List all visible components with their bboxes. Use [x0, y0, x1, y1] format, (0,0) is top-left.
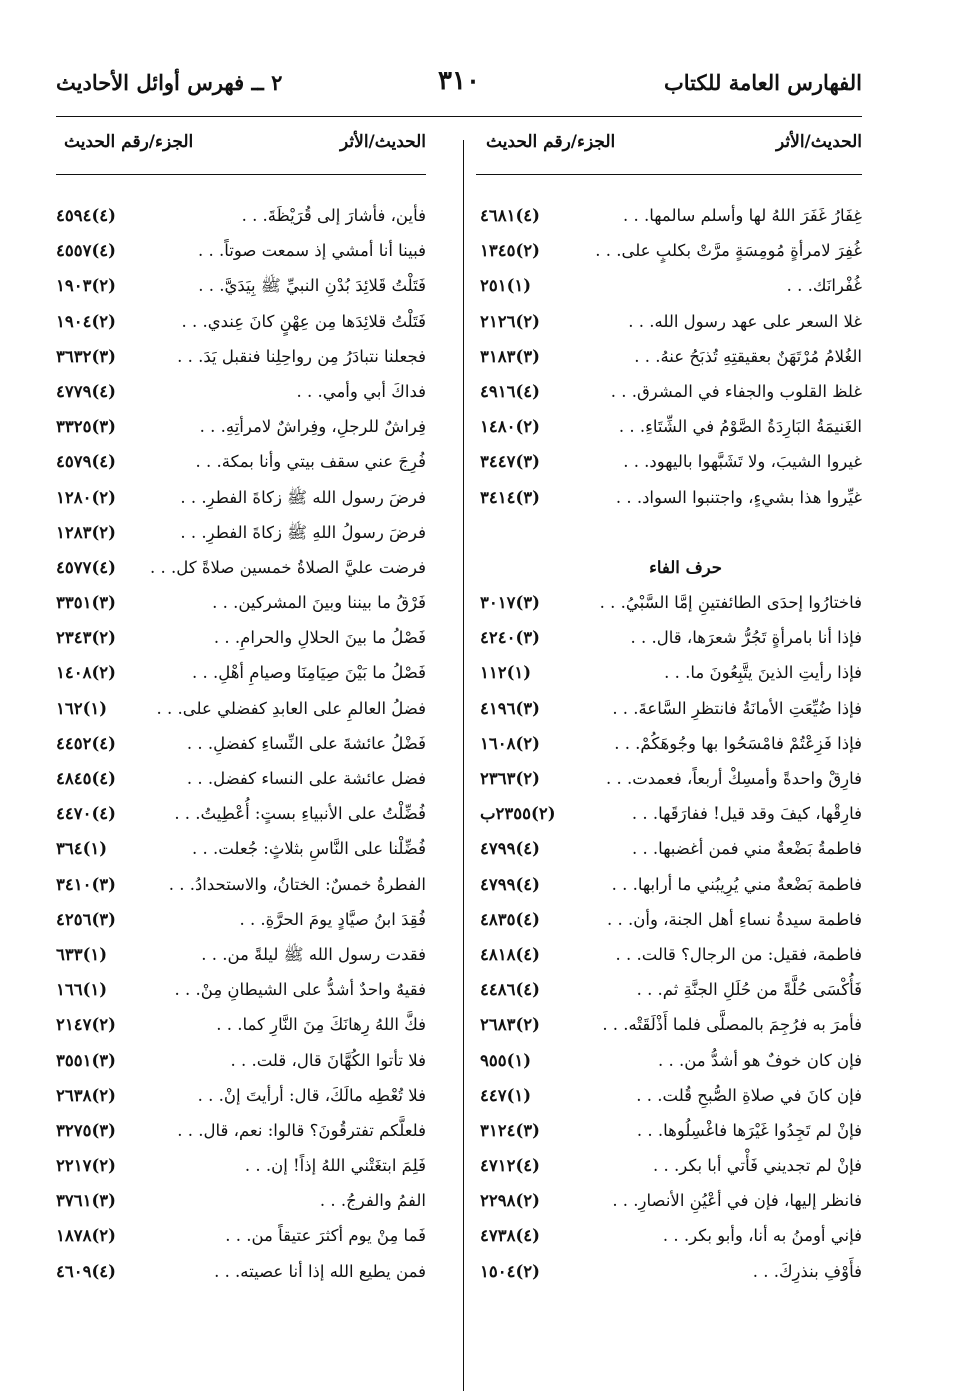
hadith-reference: (٣)٣٣٥١ — [56, 593, 116, 613]
index-entry — [56, 376, 426, 411]
hadith-text: فَرْقُ ما بيننا وبينَ المشركين. . . — [212, 593, 426, 613]
hadith-text: فجعلنا نتبادَرُ مِن رواحِلِنا فنقبل يَدَ. . . — [177, 346, 426, 366]
hadith-text: غلا السعر على عهد رسول الله. . . — [628, 311, 862, 331]
right-column — [480, 200, 862, 1291]
hadith-text: فضل عائشة على النساء كفضل. . . — [186, 769, 426, 788]
index-entry — [480, 657, 862, 692]
hadith-text: فإذا رأيتِ الذينَ يتَّبِعُونَ ما. . . — [664, 663, 862, 683]
index-entry — [480, 517, 862, 552]
hadith-text: فإذا أنا بامرأةٍ تَجُرُّ شعرَها، قال. . . — [630, 628, 862, 648]
index-entry — [56, 306, 426, 341]
hadith-reference: (٤)٤٨١٨ — [480, 944, 540, 964]
index-entry — [56, 552, 426, 587]
column-divider — [463, 140, 464, 1391]
hadith-text: الغَنيمَةُ البَارِدَةُ الصَّوْمُ في الشِّتَاءِ. . . — [618, 417, 862, 437]
index-entry — [56, 1115, 426, 1150]
index-entry — [480, 1009, 862, 1044]
hadith-reference: (٤)٤٨٤٥ — [56, 769, 116, 788]
index-entry — [56, 517, 426, 552]
index-entry — [480, 1150, 862, 1185]
hadith-text: فأين، فأشارَ إلى قُرَيْظَةَ. . . — [241, 206, 426, 225]
hadith-reference: (٢)٢١٢٦ — [480, 311, 540, 331]
index-entry — [480, 939, 862, 974]
index-entry — [56, 833, 426, 868]
index-entry — [56, 1009, 426, 1044]
section-heading-text: حرف الفاء — [649, 557, 722, 577]
hadith-reference: (٣)٣٣٢٥ — [56, 417, 116, 437]
hadith-reference: (٣)٤١٩٦ — [480, 698, 540, 718]
hadith-reference: (٢)١٥٠٤ — [480, 1261, 540, 1281]
hadith-text: الفمُ والفرجُ. . . — [319, 1191, 426, 1211]
index-entry — [56, 763, 426, 798]
index-entry — [56, 1256, 426, 1291]
hadith-reference: (٤)٤٧٧٩ — [56, 381, 116, 401]
hadith-text: فداكَ أبي وأمي. . . — [296, 381, 426, 401]
index-entry — [56, 657, 426, 692]
left-column — [56, 200, 426, 1291]
hadith-reference: (٤)٤٧١٢ — [480, 1156, 540, 1176]
hadith-text: فكَّ اللهُ رِهانَكَ مِنَ النَّارِ كما. . . — [216, 1015, 426, 1035]
hadith-reference: (٢)١٢٨٣ — [56, 522, 116, 542]
hadith-text: فقيهٌ واحدٌ أشدُّ على الشيطانِ مِنْ. . . — [174, 980, 426, 1000]
hadith-text: فارِقْها، كيفَ وقد قيل! ففارَقَها. . . — [631, 804, 862, 824]
hadith-text: غُفِرَ لامرأةٍ مُومِسَةٍ مرَّتْ بكلبٍ على. . . — [595, 241, 862, 261]
hadith-reference: (٢)٢٦٨٣ — [480, 1015, 540, 1035]
index-entry — [480, 482, 862, 517]
hadith-text: فرضَ رسولُ اللهِ ﷺ زكاةَ الفطرِ. . . — [180, 522, 426, 542]
hadith-text: غيِّروا هذا بشيءٍ، واجتنبوا السواد. . . — [615, 487, 862, 507]
hadith-reference: (١)١٦٢ — [56, 698, 108, 718]
hadith-reference: (٤)٤٥٧٩ — [56, 452, 116, 472]
hadith-text: فَصْلُ ما بينَ الحلالِ والحرامِ. . . — [213, 628, 426, 648]
hadith-reference: (٤)٤٥٥٧ — [56, 241, 116, 261]
hadith-text: فلعلَّكم تفترقُونَ؟ قالوا: نعم، قال. . . — [177, 1120, 426, 1140]
index-entry — [480, 446, 862, 481]
hadith-reference: (١)٤٤٧ — [480, 1085, 532, 1105]
hadith-reference: (٢)٢٣٤٣ — [56, 628, 116, 648]
hadith-text: فُضِّلْنا على النَّاسِ بثلاثٍ: جُعلت. . . — [191, 839, 426, 859]
section-heading — [480, 552, 862, 587]
hadith-text: فَتَلْتُ قلائِدَها مِن عِهْنٍ كانَ عِندي. . . — [181, 311, 426, 331]
hadith-reference: (٣)٣٤١٠ — [56, 874, 116, 894]
hadith-reference: (١)٩٥٥ — [480, 1050, 532, 1070]
left-subheader-rule — [56, 174, 426, 175]
col-header-hadith-right: الحديث/الأثر — [776, 132, 862, 152]
hadith-reference: (٢)٢٢١٧ — [56, 1156, 116, 1176]
hadith-text: فإنْ لم تجديني فَأْتي أبا بكر. . . — [653, 1156, 862, 1176]
index-entry — [56, 482, 426, 517]
index-entry — [56, 1080, 426, 1115]
hadith-reference: (٤)٤٤٧٠ — [56, 804, 116, 824]
hadith-reference: (٤)٤٩١٦ — [480, 381, 540, 401]
index-entry — [56, 622, 426, 657]
hadith-reference: (٢)١٩٠٤ — [56, 311, 116, 331]
hadith-reference: (٣)٣٦٣٢ — [56, 346, 116, 366]
index-entry — [480, 587, 862, 622]
hadith-reference: (٢)١٩٠٣ — [56, 276, 116, 296]
hadith-text: فضلُ العالمِ على العابدِ كفضلي على. . . — [156, 698, 426, 718]
hadith-reference: (٤)٤٥٩٤ — [56, 206, 116, 225]
hadith-text: فإن كان خوفٌ هو أشدُّ من. . . — [657, 1050, 862, 1070]
index-entry — [56, 939, 426, 974]
hadith-text: فإن كانَ في صلاةِ الصُّبحِ قُلت. . . — [636, 1085, 862, 1105]
col-header-ref-left: الجزء/رقم الحديث — [64, 132, 194, 152]
hadith-reference: (٤)٤٦٨١ — [480, 206, 540, 225]
hadith-text: فَلِمَ ابتغَتْني اللهُ إذاً! إن. . . — [244, 1156, 426, 1176]
hadith-reference: (٤)٤٤٥٢ — [56, 733, 116, 753]
index-entry — [56, 728, 426, 763]
right-subheader-rule — [476, 174, 862, 175]
hadith-text: الفطرةُ خمسٌ: الختانُ، والاستحدادُ. . . — [168, 874, 426, 894]
index-entry — [56, 869, 426, 904]
hadith-text: فاطمة بَضْعةٌ مني يُرِيبُني ما أرابها. . . — [611, 874, 862, 894]
index-entry — [480, 798, 862, 833]
hadith-text: فرضت عليَّ الصلاةُ خمسين صلاةً كل. . . — [150, 557, 426, 577]
hadith-reference: (٣)٤٢٤٠ — [480, 628, 540, 648]
col-header-ref-right: الجزء/رقم الحديث — [486, 132, 616, 152]
hadith-reference: (٢)٢٢٩٨ — [480, 1191, 540, 1211]
hadith-text: فارِقْ واحدةً وأمسِكْ أربعاً، فعمدت. . . — [606, 769, 862, 788]
hadith-reference: (٢)١٨٧٨ — [56, 1226, 116, 1246]
hadith-text: فأَوْفِ بنذرِكَ. . . — [752, 1261, 862, 1281]
index-entry — [480, 1185, 862, 1220]
hadith-reference: (٣)٣٥٥١ — [56, 1050, 116, 1070]
hadith-reference: (٢)٢٦٣٨ — [56, 1085, 116, 1105]
hadith-reference: (٣)٣١٨٣ — [480, 346, 540, 366]
index-entry — [480, 693, 862, 728]
hadith-text: فُقِدَ ابنُ صيَّادٍ يومَ الحرَّةِ. . . — [239, 909, 426, 929]
hadith-reference: (٤)٤٥٧٧ — [56, 557, 116, 577]
hadith-text: فاطمة، فقيل: من الرجال؟ قالت. . . — [615, 944, 862, 964]
hadith-text: فَما مِنْ يوم أكثرَ عتيقاً من. . . — [225, 1226, 426, 1246]
col-header-hadith-left: الحديث/الأثر — [340, 132, 426, 152]
index-entry — [480, 869, 862, 904]
hadith-text: فَضْلُ عائشةَ على النِّساءِ كفضلِ. . . — [186, 733, 426, 753]
index-entry — [480, 376, 862, 411]
index-entry — [480, 341, 862, 376]
index-entry — [480, 1080, 862, 1115]
index-entry — [480, 904, 862, 939]
hadith-text: فَصْلُ ما بَيْنَ صِيَامِنَا وصيامِ أهْلِ. . . — [192, 663, 426, 683]
hadith-text: فاطمةُ بَضْعةٌ مني فمن أغضبها. . . — [631, 839, 862, 859]
index-entry — [56, 798, 426, 833]
hadith-text: فإنْ لم تَجِدُوا غَيْرَها فاغْسِلُوها. . . — [636, 1120, 862, 1140]
hadith-text: فرضَ رسول الله ﷺ زكاةَ الفطرِ. . . — [180, 487, 426, 507]
running-title-right: الفهارس العامة للكتاب — [663, 70, 862, 95]
index-entry — [56, 446, 426, 481]
index-entry — [56, 200, 426, 235]
running-title-left: ٢ ــ فهرس أوائل الأحاديث — [56, 70, 283, 95]
hadith-reference: (١)٢٥١ — [480, 276, 532, 296]
hadith-text: فلا تُعْطِه مالَكَ، قال: أرأيتَ إنْ. . . — [197, 1085, 426, 1105]
hadith-reference: (١)٦٣٣ — [56, 944, 108, 964]
index-entry — [480, 763, 862, 798]
hadith-reference: (٢)١٤٨٠ — [480, 417, 540, 437]
index-entry — [56, 693, 426, 728]
hadith-text: غِفَارُ غَفَرَ اللهُ لها وأسلم سالمها. . . — [623, 206, 862, 225]
index-entry — [480, 411, 862, 446]
hadith-text: فاطمة سيدةُ نساءِ أهل الجنة، وأن. . . — [607, 909, 862, 929]
index-entry — [480, 1256, 862, 1291]
hadith-text: فمن يطيع الله إذا أنا عصيته. . . — [214, 1261, 426, 1281]
hadith-reference: (٢)١٣٤٥ — [480, 241, 540, 261]
index-entry — [56, 1185, 426, 1220]
index-entry — [480, 1115, 862, 1150]
hadith-reference: (٢)١٤٠٨ — [56, 663, 116, 683]
hadith-text: فإني أومنُ به أنا، وأبو بكر. . . — [662, 1226, 862, 1246]
hadith-reference: (٣)٣١٢٤ — [480, 1120, 540, 1140]
hadith-text: غُفْرانَك. . . — [786, 276, 862, 296]
hadith-reference: (٤)٤٦٠٩ — [56, 1261, 116, 1281]
index-entry — [480, 833, 862, 868]
hadith-text: فبينا أنا أمشي إذ سمعت صوتاً. . . — [197, 241, 426, 261]
index-entry — [480, 235, 862, 270]
hadith-text: الغُلامُ مُرْتَهَنٌ بعقيقتِهِ تُذبَحُ عنهُ. . . — [634, 346, 862, 366]
hadith-text: فإذا ضُيِّعَتِ الأمانَةُ فانتظرِ السَّاعةَ. . . — [612, 698, 862, 718]
index-entry — [56, 411, 426, 446]
index-entry — [56, 1045, 426, 1080]
index-entry — [480, 306, 862, 341]
page-number: ٣١٠ — [438, 66, 480, 96]
hadith-reference: (٣)٣٧٦١ — [56, 1191, 116, 1211]
hadith-text: غلظ القلوب والجفاء في المشرق. . . — [610, 381, 862, 401]
hadith-text: فَتَلْتُ قَلائِدَ بُدْنِ النبيِّ ﷺ بِيَدَيَّ. . . — [198, 276, 426, 296]
hadith-text: فَأُكْسَى حُلَّةً من حُلَلِ الجنَّةِ ثم. . . — [636, 980, 862, 1000]
hadith-reference: (٢)٢١٤٧ — [56, 1015, 116, 1035]
hadith-reference: (٢)١٢٨٠ — [56, 487, 116, 507]
index-entry — [56, 1150, 426, 1185]
hadith-reference: (٣)٣٠١٧ — [480, 593, 540, 613]
hadith-text: فُضِّلْتُ على الأنبياءِ بستٍ: أُعْطِيتُ. . . — [174, 804, 426, 824]
index-entry — [480, 622, 862, 657]
index-entry — [480, 974, 862, 1009]
index-entry — [56, 1220, 426, 1255]
index-entry — [480, 200, 862, 235]
hadith-reference: (١)١٦٦ — [56, 980, 108, 1000]
hadith-reference: (٣)٣٤١٤ — [480, 487, 540, 507]
hadith-text: فإذا فَزِعْتُمْ فامْسَحُوا بها وجُوهَكُمْ. . . — [614, 733, 862, 753]
hadith-reference: (٣)٣٤٤٧ — [480, 452, 540, 472]
hadith-text: غيروا الشيبَ، ولا تَشَبَّهوا باليهود. . . — [623, 452, 862, 472]
hadith-text: فلا تأتوا الكُهَّانَ قال، قلت. . . — [230, 1050, 426, 1070]
index-entry — [480, 1220, 862, 1255]
hadith-text: فِراشٌ للرجلِ، وفِراشٌ لامرأتِهِ. . . — [199, 417, 426, 437]
hadith-text: فاختارُوا إحدَى الطائفتينِ إمَّا السَّبْيُ. . . — [599, 593, 862, 613]
hadith-reference: (٤)٤٧٣٨ — [480, 1226, 540, 1246]
index-entry — [56, 904, 426, 939]
index-entry — [480, 270, 862, 305]
index-entry — [480, 728, 862, 763]
index-entry — [56, 974, 426, 1009]
hadith-reference: (١)١١٢ — [480, 663, 532, 683]
index-entry — [480, 1045, 862, 1080]
hadith-reference: (١)٣٦٤ — [56, 839, 108, 859]
hadith-text: فأمرَ به فرُجِمَ بالمصلَّى فلما أَذْلَقَتْه. . . — [602, 1015, 862, 1035]
index-entry — [56, 235, 426, 270]
index-entry — [56, 270, 426, 305]
index-entry — [56, 341, 426, 376]
hadith-reference: (٣)٤٢٥٦ — [56, 909, 116, 929]
hadith-reference: (٤)٤٨٣٥ — [480, 909, 540, 929]
hadith-reference: (٤)٤٧٩٩ — [480, 874, 540, 894]
hadith-text: فقدت رسول الله ﷺ ليلةً من. . . — [201, 944, 426, 964]
hadith-reference: (٢)٢٣٥٥ب — [480, 804, 556, 824]
hadith-text: فانظر إليها، فإن في أعْيُنِ الأنصارِ. . . — [612, 1191, 862, 1211]
hadith-reference: (٢)١٦٠٨ — [480, 733, 540, 753]
hadith-text: فُرِجَ عني سقف بيتي وأنا بمكة. . . — [195, 452, 426, 472]
hadith-reference: (٤)٤٤٨٦ — [480, 980, 540, 1000]
hadith-reference: (٣)٣٢٧٥ — [56, 1120, 116, 1140]
hadith-reference: (٤)٤٧٩٩ — [480, 839, 540, 859]
page-header — [56, 66, 862, 110]
hadith-reference: (٢)٢٣٦٣ — [480, 769, 540, 788]
header-rule — [56, 116, 862, 117]
index-entry — [56, 587, 426, 622]
